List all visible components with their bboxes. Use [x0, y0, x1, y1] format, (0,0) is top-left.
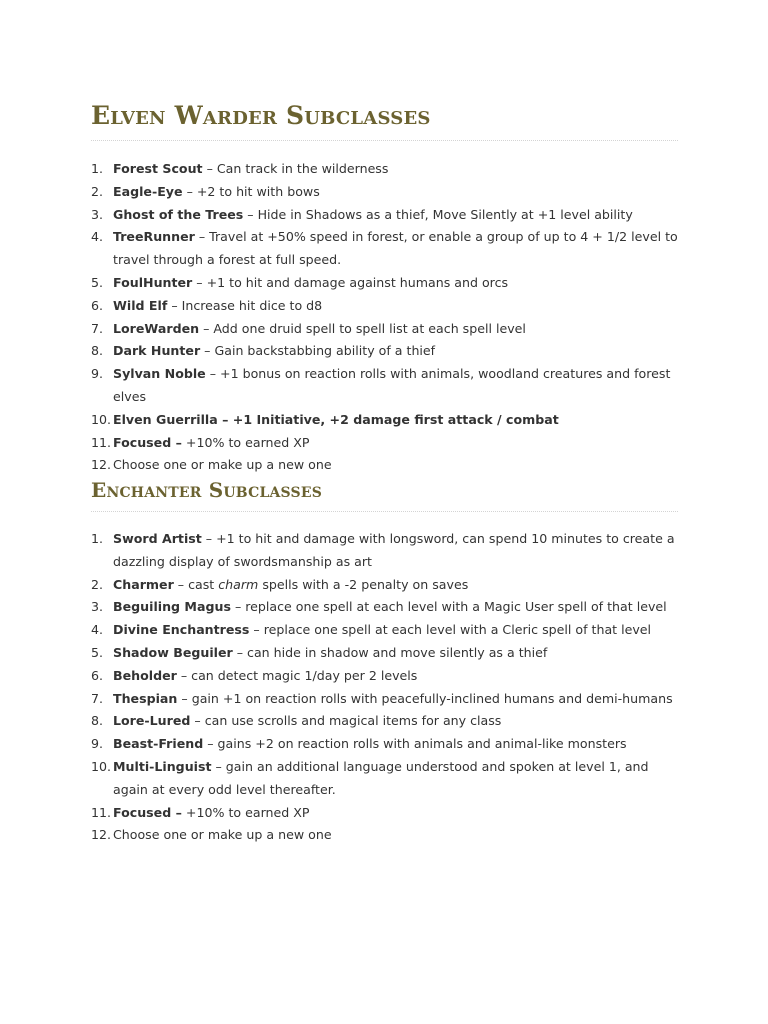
item-number: 11. [91, 434, 112, 450]
item-text: – +1 bonus on reaction rolls with animals, woodland creatures and forest elves [113, 366, 671, 404]
item-text: – +2 to hit with bows [182, 183, 320, 199]
item-name: Focused – [113, 434, 182, 450]
item-description [113, 577, 468, 592]
item-description [113, 298, 322, 313]
item-text: – Travel at +50% speed in forest, or enable a group of up to 4 + 1/2 level to travel through a forest at full speed. [113, 229, 678, 268]
list-item [91, 688, 678, 711]
item-name: Charmer [113, 576, 174, 592]
item-number: 3. [91, 206, 104, 222]
item-description [113, 412, 559, 427]
item-description [113, 161, 388, 176]
item-name: Ghost of the Trees [113, 206, 244, 222]
item-description [113, 531, 675, 569]
item-number: 8. [91, 713, 104, 729]
list-item [91, 596, 678, 619]
item-text: – can use scrolls and magical items for any class [190, 713, 502, 729]
item-description [113, 668, 417, 683]
list-item [91, 528, 678, 574]
item-text: – can hide in shadow and move silently as a thief [232, 644, 548, 660]
item-description [113, 275, 508, 290]
section-heading: Enchanter Subclasses [91, 476, 678, 512]
item-text: – replace one spell at each level with a Magic User spell of that level [230, 599, 667, 615]
item-number: 12. [91, 457, 112, 473]
list-item [91, 642, 678, 665]
list-item [91, 454, 678, 477]
list-item [91, 318, 678, 341]
item-description [113, 759, 649, 797]
item-number: 10. [91, 411, 112, 427]
item-number: 7. [91, 320, 104, 336]
list-item [91, 363, 678, 409]
item-number: 2. [91, 576, 104, 592]
item-name: Multi-Linguist [113, 758, 212, 774]
item-text: +10% to earned XP [181, 804, 310, 820]
item-description [113, 599, 667, 614]
subclass-list [91, 528, 678, 847]
elven-warder-section [91, 100, 678, 477]
item-text: Choose one or make up a new one [113, 827, 332, 843]
item-name: Eagle-Eye [113, 183, 183, 199]
item-emphasis: charm [218, 576, 259, 592]
item-description [113, 229, 678, 267]
item-name: Forest Scout [113, 161, 203, 176]
item-number: 3. [91, 599, 104, 615]
list-item [91, 226, 678, 272]
item-name: Beast-Friend [113, 736, 204, 752]
item-name: FoulHunter [113, 274, 193, 290]
item-description [113, 645, 547, 660]
item-name: Sylvan Noble [113, 366, 206, 382]
item-name: Wild Elf [113, 297, 168, 313]
item-text: – +1 to hit and damage with longsword, can spend 10 minutes to create a dazzling display of swordsmanship as art [113, 531, 675, 569]
item-number: 2. [91, 183, 104, 199]
list-item [91, 574, 678, 597]
list-item [91, 432, 678, 455]
item-text: – gains +2 on reaction rolls with animals and animal-like monsters [203, 736, 627, 752]
item-text: – can detect magic 1/day per 2 levels [176, 667, 418, 683]
item-name: Dark Hunter [113, 343, 201, 359]
item-name: Shadow Beguiler [113, 644, 233, 660]
item-number: 8. [91, 343, 104, 359]
item-description [113, 805, 310, 820]
item-description [113, 713, 501, 728]
item-description [113, 827, 332, 842]
item-number: 1. [91, 161, 104, 176]
item-name: Thespian [113, 690, 178, 706]
item-name: Divine Enchantress [113, 622, 250, 638]
item-name: Lore-Lured [113, 713, 191, 729]
list-item [91, 824, 678, 847]
item-text: – Increase hit dice to d8 [167, 297, 323, 313]
item-description [113, 207, 633, 222]
item-text: – Can track in the wilderness [202, 161, 389, 176]
section-heading: Elven Warder Subclasses [91, 100, 678, 141]
item-name: TreeRunner [113, 229, 195, 245]
item-number: 4. [91, 622, 104, 638]
item-text: – Hide in Shadows as a thief, Move Silently at +1 level ability [243, 206, 633, 222]
list-item [91, 204, 678, 227]
item-description [113, 736, 627, 751]
item-number: 1. [91, 531, 104, 546]
item-text: – replace one spell at each level with a Cleric spell of that level [249, 622, 652, 638]
item-number: 5. [91, 274, 104, 290]
list-item [91, 340, 678, 363]
list-item [91, 756, 678, 802]
list-item [91, 181, 678, 204]
item-name: LoreWarden [113, 320, 200, 336]
item-description [113, 184, 320, 199]
item-text: – Gain backstabbing ability of a thief [200, 343, 436, 359]
item-name: Sword Artist [113, 531, 202, 546]
list-item [91, 733, 678, 756]
list-item [91, 710, 678, 733]
item-text: – gain +1 on reaction rolls with peacefully-inclined humans and demi-humans [177, 690, 673, 706]
item-description [113, 691, 673, 706]
item-text: – +1 to hit and damage against humans and orcs [192, 274, 509, 290]
item-text: +10% to earned XP [181, 434, 310, 450]
list-item [91, 619, 678, 642]
item-name: Beguiling Magus [113, 599, 231, 615]
item-description [113, 321, 526, 336]
item-description [113, 366, 670, 404]
enchanter-section [91, 476, 678, 847]
item-name: Focused – [113, 804, 182, 820]
item-number: 6. [91, 297, 104, 313]
list-item [91, 802, 678, 825]
item-number: 10. [91, 758, 112, 774]
item-number: 9. [91, 366, 104, 382]
list-item [91, 272, 678, 295]
item-description [113, 622, 651, 637]
item-number: 12. [91, 827, 112, 843]
item-text: Choose one or make up a new one [113, 457, 332, 473]
item-number: 6. [91, 667, 104, 683]
item-number: 9. [91, 736, 104, 752]
item-number: 11. [91, 804, 112, 820]
item-text: – gain an additional language understood and spoken at level 1, and again at every odd level thereafter. [113, 758, 649, 797]
list-item [91, 409, 678, 432]
list-item [91, 295, 678, 318]
item-text-after: spells with a -2 penalty on saves [258, 576, 469, 592]
item-number: 7. [91, 690, 104, 706]
item-text: – cast [173, 576, 219, 592]
item-text: – Add one druid spell to spell list at each spell level [199, 320, 526, 336]
item-name: Elven Guerrilla – +1 Initiative, +2 damage first attack / combat [113, 411, 559, 427]
item-number: 4. [91, 229, 104, 245]
item-description [113, 435, 310, 450]
item-description [113, 343, 435, 358]
item-number: 5. [91, 644, 104, 660]
item-name: Beholder [113, 667, 177, 683]
list-item [91, 158, 678, 181]
subclass-list [91, 158, 678, 477]
item-description [113, 457, 332, 472]
list-item [91, 665, 678, 688]
